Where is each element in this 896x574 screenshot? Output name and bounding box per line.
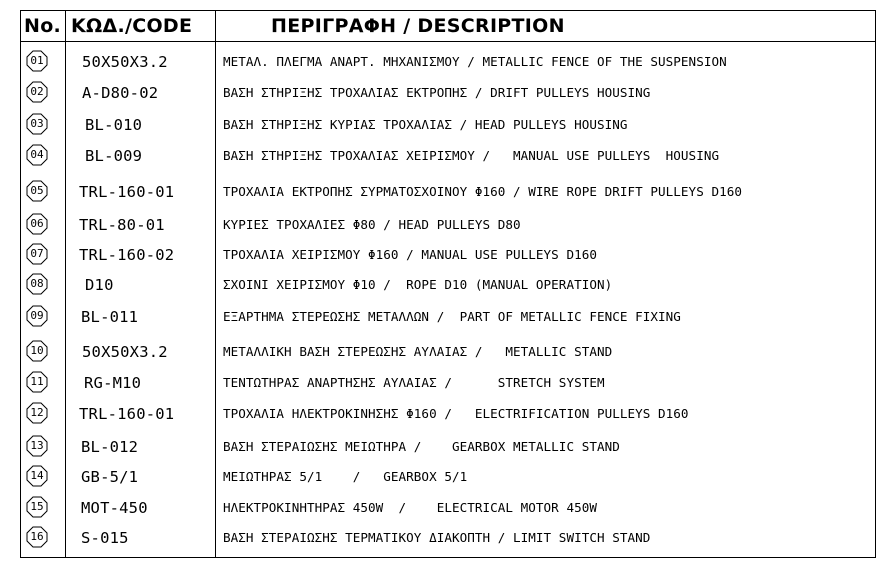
item-number: 04 — [30, 148, 44, 161]
table-row — [21, 368, 875, 398]
item-number: 16 — [30, 530, 44, 543]
item-description: ΗΛΕΚΤΡΟΚΙΝΗΤΗΡΑΣ 450W / ELECTRICAL MOTOR 450W — [223, 500, 597, 515]
item-description: ΣΧΟΙΝΙ ΧΕΙΡΙΣΜΟΥ Φ10 / ROPE D10 (MANUAL OPERATION) — [223, 277, 613, 292]
item-number-badge — [26, 273, 48, 295]
item-number: 07 — [30, 247, 44, 260]
table-row — [21, 493, 875, 523]
table-row — [21, 337, 875, 367]
item-number-badge — [26, 243, 48, 265]
item-number: 01 — [30, 54, 44, 67]
table-row — [21, 110, 875, 140]
table-row — [21, 462, 875, 492]
item-number: 05 — [30, 184, 44, 197]
table-row — [21, 399, 875, 429]
item-description: ΒΑΣΗ ΣΤΗΡΙΞΗΣ ΤΡΟΧΑΛΙΑΣ ΕΚΤΡΟΠΗΣ / DRIFT PULLEYS HOUSING — [223, 85, 651, 100]
table-row — [21, 270, 875, 300]
item-code: 50X50X3.2 — [82, 53, 168, 71]
item-description: ΒΑΣΗ ΣΤΕΡΑΙΩΣΗΣ ΜΕΙΩΤΗΡΑ / GEARBOX METALLIC STAND — [223, 439, 620, 454]
item-code: BL-010 — [85, 116, 143, 134]
item-number-badge — [26, 50, 48, 72]
item-code: TRL-160-02 — [79, 246, 175, 264]
item-number-badge — [26, 340, 48, 362]
table-row — [21, 210, 875, 240]
item-description: ΚΥΡΙΕΣ ΤΡΟΧΑΛΙΕΣ Φ80 / HEAD PULLEYS D80 — [223, 217, 521, 232]
item-number: 10 — [30, 344, 44, 357]
table-row — [21, 47, 875, 77]
table-row — [21, 302, 875, 332]
table-row — [21, 78, 875, 108]
item-description: ΤΡΟΧΑΛΙΑ ΗΛΕΚΤΡΟΚΙΝΗΣΗΣ Φ160 / ELECTRIFICATION PULLEYS D160 — [223, 406, 689, 421]
header-code: ΚΩΔ./CODE — [71, 15, 193, 37]
item-number: 06 — [30, 217, 44, 230]
item-description: ΒΑΣΗ ΣΤΕΡΑΙΩΣΗΣ ΤΕΡΜΑΤΙΚΟΥ ΔΙΑΚΟΠΤΗ / LIMIT SWITCH STAND — [223, 530, 651, 545]
item-number-badge — [26, 371, 48, 393]
item-code: GB-5/1 — [81, 468, 139, 486]
item-number-badge — [26, 81, 48, 103]
parts-list-table — [20, 10, 876, 558]
item-number: 15 — [30, 500, 44, 513]
table-row — [21, 240, 875, 270]
item-number: 13 — [30, 439, 44, 452]
item-code: RG-M10 — [84, 374, 142, 392]
item-description: ΕΞΑΡΤΗΜΑ ΣΤΕΡΕΩΣΗΣ ΜΕΤΑΛΛΩΝ / PART OF METALLIC FENCE FIXING — [223, 309, 681, 324]
item-code: A-D80-02 — [82, 84, 159, 102]
item-code: MOT-450 — [81, 499, 148, 517]
header-no: No. — [24, 15, 62, 37]
header-description: ΠΕΡΙΓΡΑΦΗ / DESCRIPTION — [271, 15, 565, 37]
item-description: ΒΑΣΗ ΣΤΗΡΙΞΗΣ ΤΡΟΧΑΛΙΑΣ ΧΕΙΡΙΣΜΟΥ / MANUAL USE PULLEYS HOUSING — [223, 148, 720, 163]
item-code: BL-009 — [85, 147, 143, 165]
item-number: 02 — [30, 85, 44, 98]
item-code: TRL-160-01 — [79, 183, 175, 201]
item-number-badge — [26, 180, 48, 202]
item-code: BL-011 — [81, 308, 139, 326]
table-row — [21, 432, 875, 462]
item-description: ΜΕΙΩΤΗΡΑΣ 5/1 / GEARBOX 5/1 — [223, 469, 468, 484]
item-code: S-015 — [81, 529, 129, 547]
item-number: 11 — [30, 375, 44, 388]
item-code: TRL-160-01 — [79, 405, 175, 423]
header-divider — [21, 41, 875, 42]
item-number-badge — [26, 113, 48, 135]
item-number: 09 — [30, 309, 44, 322]
table-row — [21, 141, 875, 171]
item-description: ΜΕΤΑΛΛΙΚΗ ΒΑΣΗ ΣΤΕΡΕΩΣΗΣ ΑΥΛΑΙΑΣ / METALLIC STAND — [223, 344, 613, 359]
item-code: BL-012 — [81, 438, 139, 456]
item-code: 50X50X3.2 — [82, 343, 168, 361]
item-number-badge — [26, 435, 48, 457]
item-description: ΤΕΝΤΩΤΗΡΑΣ ΑΝΑΡΤΗΣΗΣ ΑΥΛΑΙΑΣ / STRETCH SYSTEM — [223, 375, 605, 390]
item-description: ΤΡΟΧΑΛΙΑ ΕΚΤΡΟΠΗΣ ΣΥΡΜΑΤΟΣΧΟΙΝΟΥ Φ160 / WIRE ROPE DRIFT PULLEYS D160 — [223, 184, 742, 199]
item-number-badge — [26, 526, 48, 548]
item-number: 03 — [30, 117, 44, 130]
item-number-badge — [26, 465, 48, 487]
item-code: D10 — [85, 276, 114, 294]
item-number-badge — [26, 213, 48, 235]
table-row — [21, 523, 875, 553]
item-number-badge — [26, 402, 48, 424]
table-row — [21, 177, 875, 207]
item-description: ΤΡΟΧΑΛΙΑ ΧΕΙΡΙΣΜΟΥ Φ160 / MANUAL USE PULLEYS D160 — [223, 247, 597, 262]
item-number-badge — [26, 496, 48, 518]
item-number-badge — [26, 305, 48, 327]
item-code: TRL-80-01 — [79, 216, 165, 234]
item-number: 12 — [30, 406, 44, 419]
item-number: 08 — [30, 277, 44, 290]
item-description: ΒΑΣΗ ΣΤΗΡΙΞΗΣ ΚΥΡΙΑΣ ΤΡΟΧΑΛΙΑΣ / HEAD PULLEYS HOUSING — [223, 117, 628, 132]
item-number: 14 — [30, 469, 44, 482]
item-number-badge — [26, 144, 48, 166]
item-description: ΜΕΤΑΛ. ΠΛΕΓΜΑ ΑΝΑΡΤ. ΜΗΧΑΝΙΣΜΟΥ / METALLIC FENCE OF THE SUSPENSION — [223, 54, 727, 69]
